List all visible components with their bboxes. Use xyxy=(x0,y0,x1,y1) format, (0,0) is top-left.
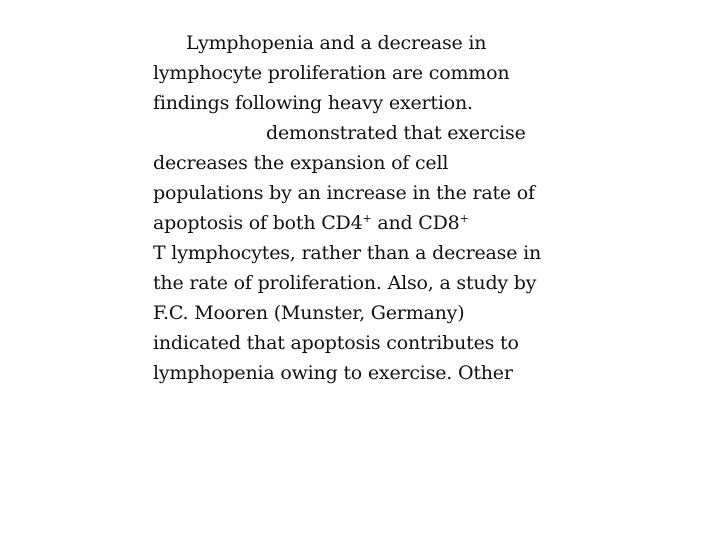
text-line-3: findings following heavy exertion. xyxy=(153,92,473,114)
text-line-7-middle: and CD8 xyxy=(371,212,460,234)
text-line-6: populations by an increase in the rate of xyxy=(153,182,535,204)
body-paragraph xyxy=(153,28,593,388)
text-line-10: F.C. Mooren (Munster, Germany) xyxy=(153,302,465,324)
text-line-9: the rate of proliferation. Also, a study by xyxy=(153,272,537,294)
text-line-2: lymphocyte proliferation are common xyxy=(153,62,510,84)
text-line-11: indicated that apoptosis contributes to xyxy=(153,332,519,354)
text-line-1: Lymphopenia and a decrease in xyxy=(186,32,487,54)
superscript-plus-cd8: + xyxy=(459,212,469,225)
text-line-5: decreases the expansion of cell xyxy=(153,152,449,174)
superscript-plus-cd4: + xyxy=(362,212,372,225)
text-line-7 xyxy=(153,208,593,238)
text-line-12: lymphopenia owing to exercise. Other xyxy=(153,362,513,384)
text-line-7-start: apoptosis of both CD4 xyxy=(153,212,363,234)
text-line-4: demonstrated that exercise xyxy=(266,122,526,144)
text-line-8: T lymphocytes, rather than a decrease in xyxy=(153,242,542,264)
